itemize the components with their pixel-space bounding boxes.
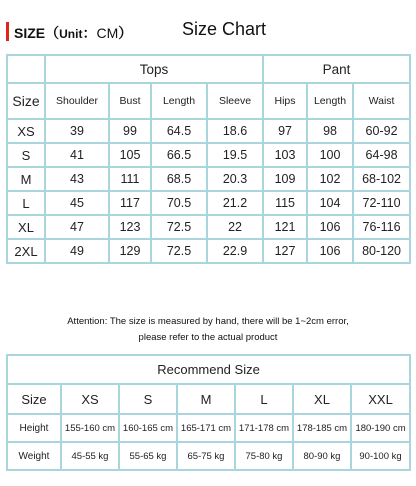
size-cell: XS — [7, 119, 45, 143]
data-cell: 21.2 — [207, 191, 263, 215]
data-cell: 19.5 — [207, 143, 263, 167]
table-row — [7, 239, 410, 263]
data-cell: 68-102 — [353, 167, 410, 191]
col-header: Bust — [109, 83, 151, 119]
data-cell: 68.5 — [151, 167, 207, 191]
size-col: XXL — [351, 384, 410, 414]
data-cell: 104 — [307, 191, 353, 215]
row-label: Height — [7, 414, 61, 442]
data-cell: 127 — [263, 239, 307, 263]
data-cell: 45 — [45, 191, 109, 215]
size-cell: S — [7, 143, 45, 167]
col-header: Waist — [353, 83, 410, 119]
data-cell: 39 — [45, 119, 109, 143]
data-cell: 90-100 kg — [351, 442, 410, 470]
corner-cell — [7, 55, 45, 83]
table-row — [7, 119, 410, 143]
data-cell: 45-55 kg — [61, 442, 119, 470]
size-col: L — [235, 384, 293, 414]
data-cell: 155-160 cm — [61, 414, 119, 442]
data-cell: 98 — [307, 119, 353, 143]
data-cell: 105 — [109, 143, 151, 167]
attention-line-1: Attention: The size is measured by hand, there will be 1~2cm error, — [67, 316, 349, 327]
data-cell: 20.3 — [207, 167, 263, 191]
data-cell: 115 — [263, 191, 307, 215]
data-cell: 72.5 — [151, 239, 207, 263]
data-cell: 22 — [207, 215, 263, 239]
size-col: XS — [61, 384, 119, 414]
col-header: Hips — [263, 83, 307, 119]
data-cell: 109 — [263, 167, 307, 191]
size-table — [6, 54, 411, 264]
data-cell: 43 — [45, 167, 109, 191]
data-cell: 80-120 — [353, 239, 410, 263]
group-tops: Tops — [45, 55, 263, 83]
data-cell: 100 — [307, 143, 353, 167]
data-cell: 106 — [307, 239, 353, 263]
col-header: Length — [151, 83, 207, 119]
data-cell: 70.5 — [151, 191, 207, 215]
table-row — [7, 191, 410, 215]
table-row — [7, 215, 410, 239]
table-row — [7, 442, 410, 470]
unit-label — [14, 23, 132, 43]
data-cell: 117 — [109, 191, 151, 215]
data-cell: 80-90 kg — [293, 442, 351, 470]
table-row — [7, 167, 410, 191]
data-cell: 72.5 — [151, 215, 207, 239]
chart-title: Size Chart — [182, 19, 267, 39]
data-cell: 75-80 kg — [235, 442, 293, 470]
data-cell: 64.5 — [151, 119, 207, 143]
unit-value: CM — [96, 25, 119, 41]
size-header: Size — [7, 384, 61, 414]
chart-header — [0, 18, 416, 46]
data-cell: 64-98 — [353, 143, 410, 167]
data-cell: 178-185 cm — [293, 414, 351, 442]
col-header: Length — [307, 83, 353, 119]
data-cell: 65-75 kg — [177, 442, 235, 470]
data-cell: 102 — [307, 167, 353, 191]
data-cell: 97 — [263, 119, 307, 143]
size-col: S — [119, 384, 177, 414]
group-pant: Pant — [263, 55, 410, 83]
size-col: M — [177, 384, 235, 414]
data-cell: 55-65 kg — [119, 442, 177, 470]
data-cell: 72-110 — [353, 191, 410, 215]
size-cell: XL — [7, 215, 45, 239]
size-cell: L — [7, 191, 45, 215]
size-cell: 2XL — [7, 239, 45, 263]
data-cell: 106 — [307, 215, 353, 239]
data-cell: 129 — [109, 239, 151, 263]
data-cell: 121 — [263, 215, 307, 239]
unit-word: Unit — [59, 27, 83, 41]
data-cell: 103 — [263, 143, 307, 167]
row-label: Weight — [7, 442, 61, 470]
unit-colon: ： — [82, 25, 97, 41]
data-cell: 160-165 cm — [119, 414, 177, 442]
data-cell: 60-92 — [353, 119, 410, 143]
data-cell: 180-190 cm — [351, 414, 410, 442]
recommend-table — [6, 354, 411, 471]
close-paren: ） — [118, 25, 133, 41]
size-word: SIZE — [14, 25, 46, 41]
open-paren: （ — [45, 25, 60, 41]
data-cell: 49 — [45, 239, 109, 263]
col-header: Sleeve — [207, 83, 263, 119]
data-cell: 165-171 cm — [177, 414, 235, 442]
size-col: XL — [293, 384, 351, 414]
data-cell: 66.5 — [151, 143, 207, 167]
size-header: Size — [7, 83, 45, 119]
size-cell: M — [7, 167, 45, 191]
data-cell: 123 — [109, 215, 151, 239]
data-cell: 47 — [45, 215, 109, 239]
data-cell: 171-178 cm — [235, 414, 293, 442]
table-row — [7, 143, 410, 167]
data-cell: 22.9 — [207, 239, 263, 263]
data-cell: 76-116 — [353, 215, 410, 239]
col-header: Shoulder — [45, 83, 109, 119]
recommend-title: Recommend Size — [7, 355, 410, 384]
data-cell: 99 — [109, 119, 151, 143]
data-cell: 18.6 — [207, 119, 263, 143]
accent-bar — [6, 22, 9, 41]
data-cell: 111 — [109, 167, 151, 191]
table-row — [7, 414, 410, 442]
attention-line-2: please refer to the actual product — [138, 332, 278, 343]
data-cell: 41 — [45, 143, 109, 167]
